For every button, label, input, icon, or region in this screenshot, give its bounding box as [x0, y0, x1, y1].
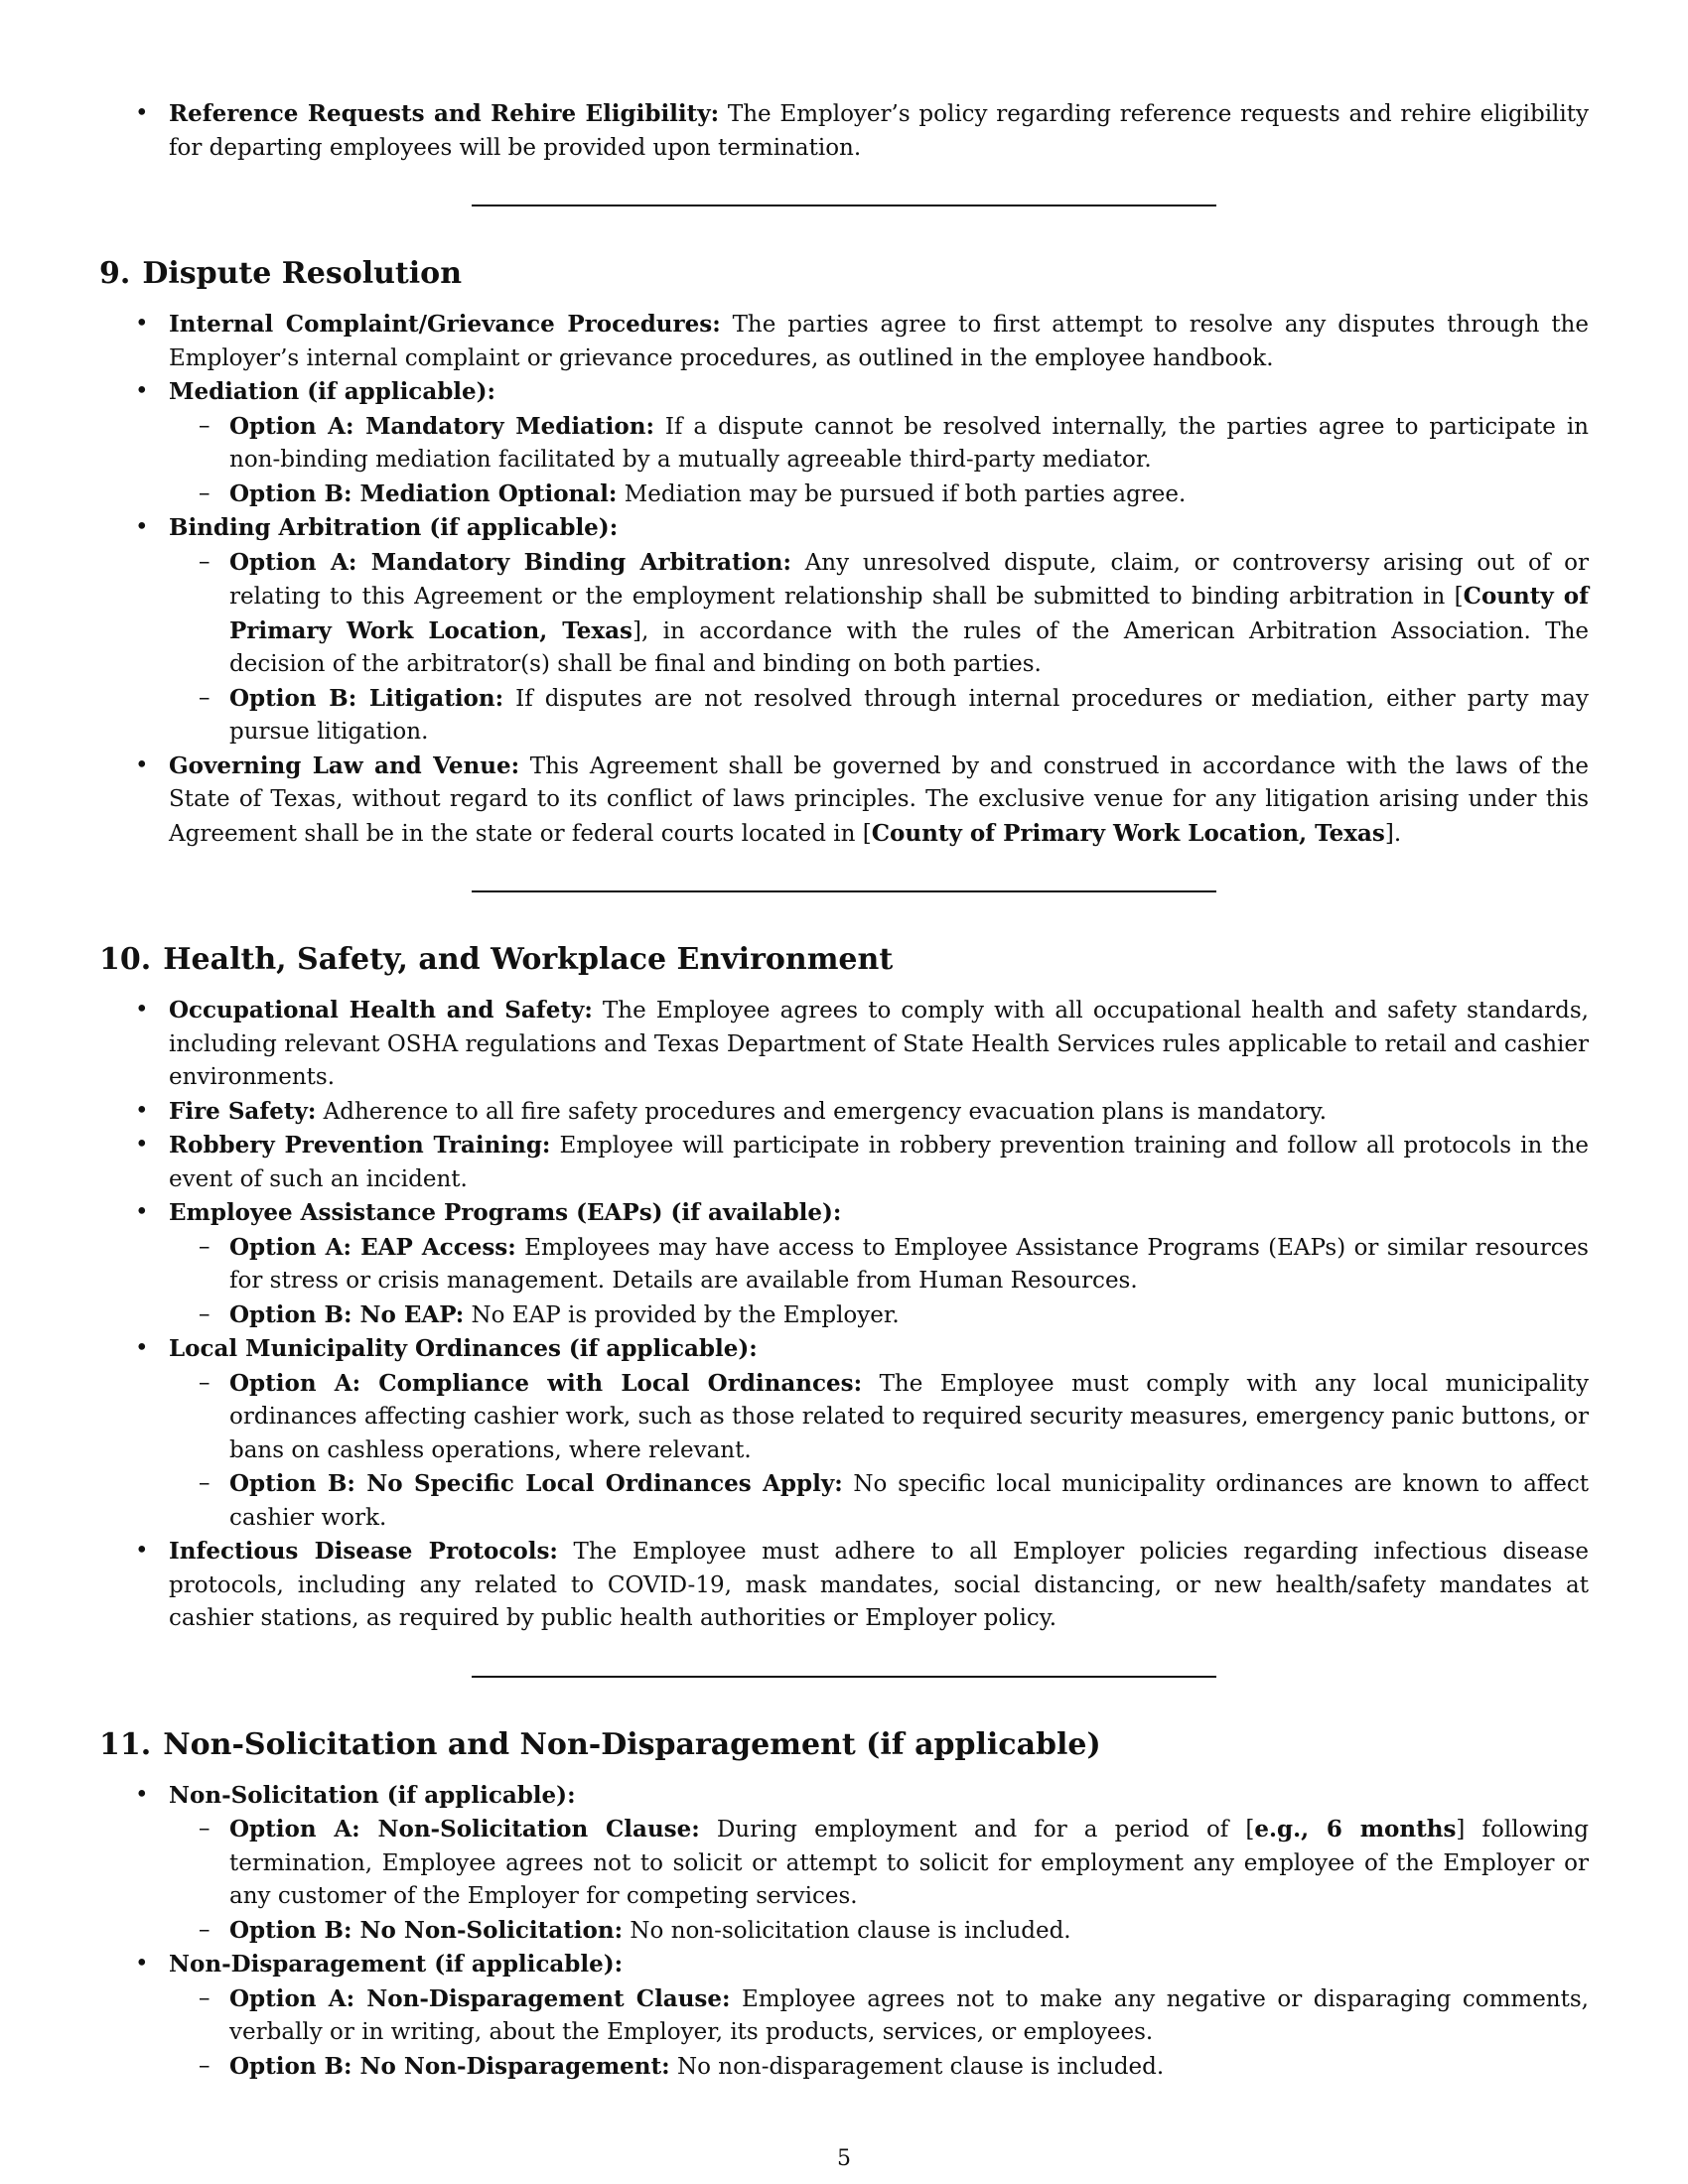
section-9-list — [99, 308, 1589, 851]
sub-item-non-solicitation-option-a: – Option A: Non-Solicitation Clause: During employment and for a period of [e.g., 6 months] following termination, Employee agrees not to solicit or attempt to solicit for employment any employee of the Employer or any customer of the Employer for competing services. — [169, 1813, 1589, 1914]
sub-item-mediation-option-b: – Option B: Mediation Optional: Mediation may be pursued if both parties agree. — [169, 478, 1589, 512]
sub-item-mediation-option-a: – Option A: Mandatory Mediation: If a dispute cannot be resolved internally, the parties agree to participate in non-binding mediation facilitated by a mutually agreeable third-party mediator. — [169, 410, 1589, 478]
non-solicitation-options — [169, 1813, 1589, 1948]
list-item-occupational-health: • Occupational Health and Safety: The Employee agrees to comply with all occupational health and safety standards, including relevant OSHA regulations and Texas Department of State Health Services rules applicable to retail and cashier environments. — [99, 994, 1589, 1095]
sub-item-eap-option-a: – Option A: EAP Access: Employees may have access to Employee Assistance Programs (EAPs) or similar resources for stress or crisis management. Details are available from Human Resources. — [169, 1231, 1589, 1298]
list-item-mediation: • Mediation (if applicable): – Option A: Mandatory Mediation: If a dispute cannot be resolved internally, the parties agree to participate in non-binding mediation facilitated by a mutually agreeable third-party mediator. – Option B: Mediation Optional: Mediation may be pursued if both parties agree. — [99, 375, 1589, 511]
section-heading-9: 9. Dispute Resolution — [99, 256, 463, 291]
eap-options — [169, 1231, 1589, 1333]
list-item-fire-safety: • Fire Safety: Adherence to all fire safety procedures and emergency evacuation plans is mandatory. — [99, 1095, 1589, 1130]
list-item-non-solicitation: • Non-Solicitation (if applicable): – Option A: Non-Solicitation Clause: During employment and for a period of [e.g., 6 months] following termination, Employee agrees not to solicit or attempt to solicit for employment any employee of the Employer or any customer of the Employer for competing services. – Option B: No Non-Solicitation: No non-solicitation clause is included. — [99, 1779, 1589, 1949]
section-heading-10: 10. Health, Safety, and Workplace Environment — [99, 942, 894, 977]
sub-item-non-disparagement-option-a: – Option A: Non-Disparagement Clause: Employee agrees not to make any negative or disparaging comments, verbally or in writing, about the Employer, its products, services, or employees. — [169, 1982, 1589, 2050]
local-ordinance-options — [169, 1367, 1589, 1536]
sub-item-arbitration-option-b: – Option B: Litigation: If disputes are not resolved through internal procedures or mediation, either party may pursue litigation. — [169, 682, 1589, 750]
non-disparagement-options — [169, 1982, 1589, 2085]
intro-list — [99, 97, 1589, 165]
page-number: 5 — [837, 2146, 851, 2171]
section-divider — [472, 1676, 1216, 1678]
list-item-robbery-prevention: • Robbery Prevention Training: Employee will participate in robbery prevention training and follow all protocols in the event of such an incident. — [99, 1129, 1589, 1196]
list-item-local-ordinances: • Local Municipality Ordinances (if applicable): – Option A: Compliance with Local Ordinances: The Employee must comply with any local municipality ordinances affecting cashier work, such as those related to required security measures, emergency panic buttons, or bans on cashless operations, where relevant. – Option B: No Specific Local Ordinances Apply: No specific local municipality ordinances are known to affect cashier work. — [99, 1332, 1589, 1535]
section-11-list — [99, 1779, 1589, 2085]
list-item-infectious-disease: • Infectious Disease Protocols: The Employee must adhere to all Employer policies regarding infectious disease protocols, including any related to COVID-19, mask mandates, social distancing, or new health/safety mandates at cashier stations, as required by public health authorities or Employer policy. — [99, 1535, 1589, 1636]
mediation-options — [169, 410, 1589, 512]
sub-item-local-option-a: – Option A: Compliance with Local Ordinances: The Employee must comply with any local municipality ordinances affecting cashier work, such as those related to required security measures, emergency panic buttons, or bans on cashless operations, where relevant. — [169, 1367, 1589, 1468]
sub-item-arbitration-option-a: – Option A: Mandatory Binding Arbitration: Any unresolved dispute, claim, or controversy arising out of or relating to this Agreement or the employment relationship shall be submitted to binding arbitration in [County of Primary Work Location, Texas], in accordance with the rules of the American Arbitration Association. The decision of the arbitrator(s) shall be final and binding on both parties. — [169, 546, 1589, 682]
section-divider — [472, 890, 1216, 892]
sub-item-eap-option-b: – Option B: No EAP: No EAP is provided by the Employer. — [169, 1298, 1589, 1333]
list-item-binding-arbitration: • Binding Arbitration (if applicable): – Option A: Mandatory Binding Arbitration: Any unresolved dispute, claim, or controversy arising out of or relating to this Agreement or the employment relationship shall be submitted to binding arbitration in [County of Primary Work Location, Texas], in accordance with the rules of the American Arbitration Association. The decision of the arbitrator(s) shall be final and binding on both parties. – Option B: Litigation: If disputes are not resolved through internal procedures or mediation, either party may pursue litigation. — [99, 511, 1589, 750]
document-page — [99, 97, 1589, 2084]
list-item-internal-complaint: • Internal Complaint/Grievance Procedures: The parties agree to first attempt to resolve any disputes through the Employer’s internal complaint or grievance procedures, as outlined in the employee handbook. — [99, 308, 1589, 375]
list-item-non-disparagement: • Non-Disparagement (if applicable): – Option A: Non-Disparagement Clause: Employee agrees not to make any negative or disparaging comments, verbally or in writing, about the Employer, its products, services, or employees. – Option B: No Non-Disparagement: No non-disparagement clause is included. — [99, 1948, 1589, 2084]
list-item-eap: • Employee Assistance Programs (EAPs) (if available): – Option A: EAP Access: Employees may have access to Employee Assistance Programs (EAPs) or similar resources for stress or crisis management. Details are available from Human Resources. – Option B: No EAP: No EAP is provided by the Employer. — [99, 1196, 1589, 1332]
sub-item-local-option-b: – Option B: No Specific Local Ordinances Apply: No specific local municipality ordinances are known to affect cashier work. — [169, 1467, 1589, 1535]
sub-item-non-disparagement-option-b: – Option B: No Non-Disparagement: No non-disparagement clause is included. — [169, 2050, 1589, 2085]
section-heading-11: 11. Non-Solicitation and Non-Disparagement (if applicable) — [99, 1726, 1101, 1762]
list-item-reference-requests: • Reference Requests and Rehire Eligibility: The Employer’s policy regarding reference requests and rehire eligibility for departing employees will be provided upon termination. — [99, 97, 1589, 165]
list-item-governing-law: • Governing Law and Venue: This Agreement shall be governed by and construed in accordance with the laws of the State of Texas, without regard to its conflict of laws principles. The exclusive venue for any litigation arising under this Agreement shall be in the state or federal courts located in [County of Primary Work Location, Texas]. — [99, 750, 1589, 852]
section-10-list — [99, 994, 1589, 1636]
section-divider — [472, 205, 1216, 206]
arbitration-options — [169, 546, 1589, 750]
sub-item-non-solicitation-option-b: – Option B: No Non-Solicitation: No non-solicitation clause is included. — [169, 1914, 1589, 1949]
